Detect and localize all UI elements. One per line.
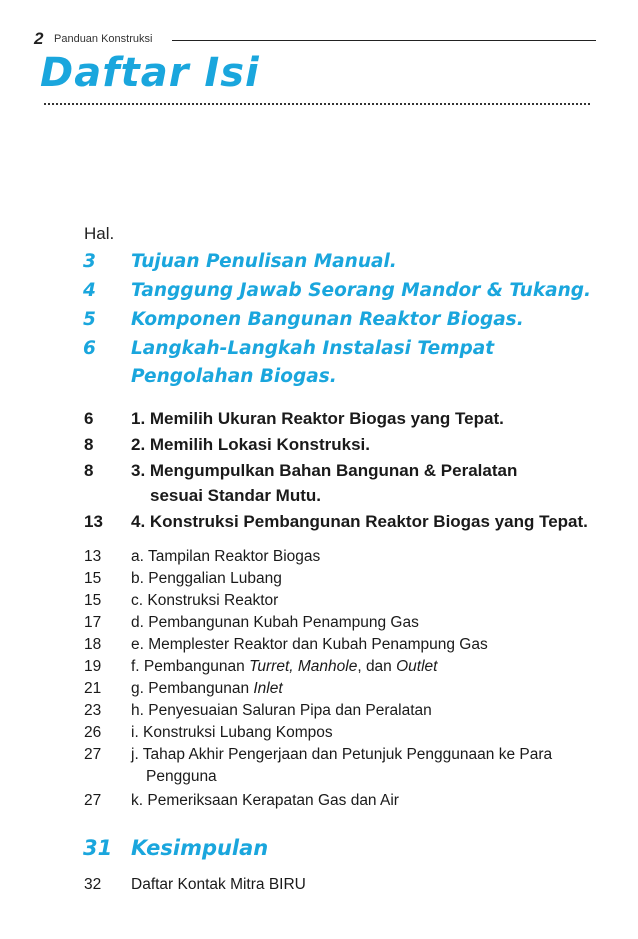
toc-entry-title: Tujuan Penulisan Manual. <box>131 251 397 272</box>
toc-page-number: 32 <box>84 876 102 893</box>
toc-entry-title: g. Pembangunan Inlet <box>131 680 283 697</box>
page-title: Daftar Isi <box>40 50 260 96</box>
header-rule <box>172 40 596 41</box>
toc-page-number: 15 <box>84 570 102 587</box>
page-number: 2 <box>34 29 44 48</box>
toc-page-number: 6 <box>84 409 94 428</box>
toc-page-number: 18 <box>84 636 102 653</box>
toc-entry-title: j. Tahap Akhir Pengerjaan dan Petunjuk Penggunaan ke Para <box>131 746 553 763</box>
toc-page-number: 27 <box>84 746 102 763</box>
toc-page-number: 23 <box>84 702 102 719</box>
toc-entry-title: k. Pemeriksaan Kerapatan Gas dan Air <box>131 792 399 809</box>
title-dotted-rule <box>44 103 590 105</box>
toc-entry-title: 3. Mengumpulkan Bahan Bangunan & Peralatan <box>131 461 518 480</box>
toc-entry-title: Daftar Kontak Mitra BIRU <box>131 876 306 893</box>
toc-entry-title: f. Pembangunan Turret, Manhole, dan Outlet <box>131 658 438 675</box>
toc-page-number: 27 <box>84 792 102 809</box>
toc-page-number: 31 <box>83 836 113 860</box>
toc-entry-title: 2. Memilih Lokasi Konstruksi. <box>131 435 371 454</box>
toc-entry-title-line2: Pengolahan Biogas. <box>131 366 337 387</box>
toc-entry-title: e. Memplester Reaktor dan Kubah Penampung Gas <box>131 636 488 653</box>
toc-entry-title: i. Konstruksi Lubang Kompos <box>131 724 333 741</box>
toc-page-number: 26 <box>84 724 102 741</box>
toc-entry-title: Kesimpulan <box>131 836 269 860</box>
toc-page-number: 8 <box>84 461 94 480</box>
toc-page-number: 3 <box>83 251 96 272</box>
toc-page-number: 6 <box>83 338 96 359</box>
toc-page-number: 8 <box>84 435 94 454</box>
toc-entry-title: b. Penggalian Lubang <box>131 570 282 587</box>
toc-page-number: 4 <box>83 280 96 301</box>
toc-page-number: 13 <box>84 548 102 565</box>
toc-entry-title-line2: Pengguna <box>146 768 217 785</box>
toc-entry-title: Langkah-Langkah Instalasi Tempat <box>131 338 495 359</box>
toc-page-number: 13 <box>84 512 103 531</box>
toc-entry-title: 1. Memilih Ukuran Reaktor Biogas yang Tepat. <box>131 409 504 428</box>
toc-entry-title: 4. Konstruksi Pembangunan Reaktor Biogas yang Tepat. <box>131 512 588 531</box>
running-header-title: Panduan Konstruksi <box>54 33 153 45</box>
toc-page-number: 15 <box>84 592 102 609</box>
toc-entry-title: h. Penyesuaian Saluran Pipa dan Peralatan <box>131 702 432 719</box>
page-column-label: Hal. <box>84 224 115 243</box>
toc-page-number: 17 <box>84 614 102 631</box>
toc-entry-title-line2: sesuai Standar Mutu. <box>150 486 321 505</box>
toc-page-number: 19 <box>84 658 102 675</box>
toc-entry-title: c. Konstruksi Reaktor <box>131 592 279 609</box>
toc-page-number: 21 <box>84 680 102 697</box>
toc-entry-title: d. Pembangunan Kubah Penampung Gas <box>131 614 419 631</box>
toc-entry-title: a. Tampilan Reaktor Biogas <box>131 548 321 565</box>
toc-entry-title: Komponen Bangunan Reaktor Biogas. <box>131 309 524 330</box>
toc-entry-title: Tanggung Jawab Seorang Mandor & Tukang. <box>131 280 592 301</box>
toc-page-number: 5 <box>83 309 96 330</box>
